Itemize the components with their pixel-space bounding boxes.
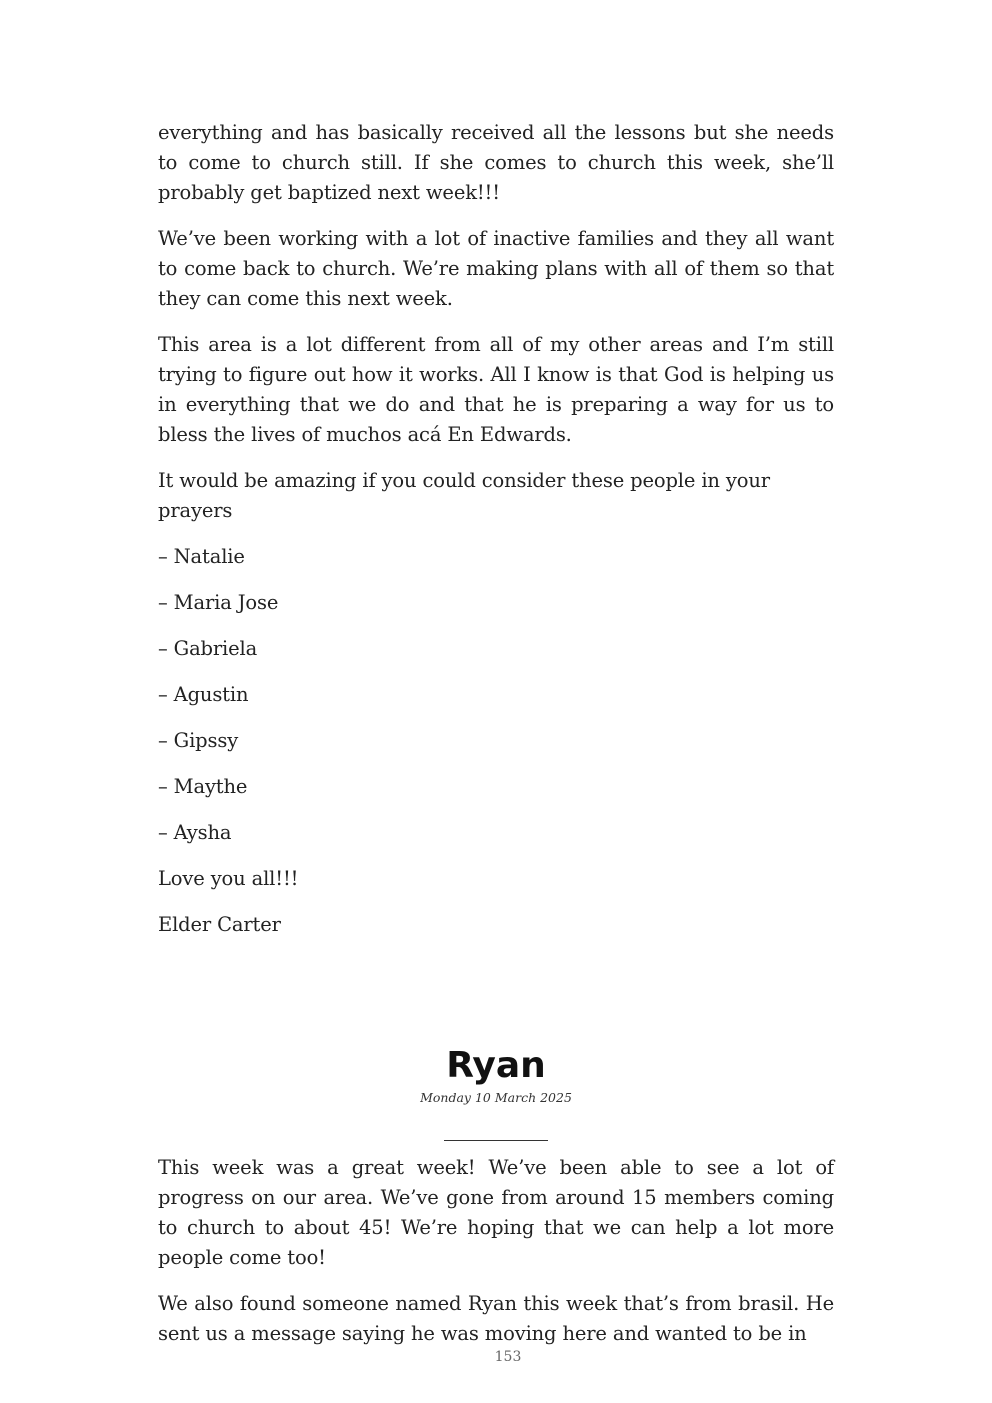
- list-item: – Agustin: [158, 683, 249, 706]
- list-item: – Maria Jose: [158, 591, 279, 614]
- closing-line: Love you all!!!: [158, 867, 299, 890]
- divider: [444, 1140, 548, 1141]
- entry-body: [158, 1153, 834, 1365]
- entry-title: Ryan: [446, 1045, 546, 1086]
- entry-header: [158, 1044, 834, 1141]
- paragraph: It would be amazing if you could consider these people in your prayers: [158, 469, 770, 522]
- previous-entry-body: [158, 118, 834, 956]
- paragraph: This area is a lot different from all of my other areas and I’m still trying to figure out how it works. All I know is that God is helping us in everything that we do and that he is preparing a way for us to bless the lives of muchos acá En Edwards.: [158, 333, 834, 446]
- signature: Elder Carter: [158, 913, 281, 936]
- list-item: – Maythe: [158, 775, 248, 798]
- entry-date: Monday 10 March 2025: [420, 1090, 572, 1105]
- list-item: – Aysha: [158, 821, 232, 844]
- page-number: 153: [494, 1349, 522, 1365]
- paragraph: We also found someone named Ryan this week that’s from brasil. He sent us a message saying he was moving here and wanted to be in: [158, 1292, 834, 1345]
- list-item: – Gabriela: [158, 637, 258, 660]
- prayer-list: [158, 542, 834, 848]
- list-item: – Gipssy: [158, 729, 239, 752]
- paragraph: This week was a great week! We’ve been able to see a lot of progress on our area. We’ve gone from around 15 members coming to church to about 45! We’re hoping that we can help a lot more people come too!: [158, 1156, 834, 1269]
- paragraph: We’ve been working with a lot of inactive families and they all want to come back to church. We’re making plans with all of them so that they can come this next week.: [158, 227, 834, 310]
- paragraph: everything and has basically received all the lessons but she needs to come to church still. If she comes to church this week, she’ll probably get baptized next week!!!: [158, 121, 834, 204]
- list-item: – Natalie: [158, 545, 245, 568]
